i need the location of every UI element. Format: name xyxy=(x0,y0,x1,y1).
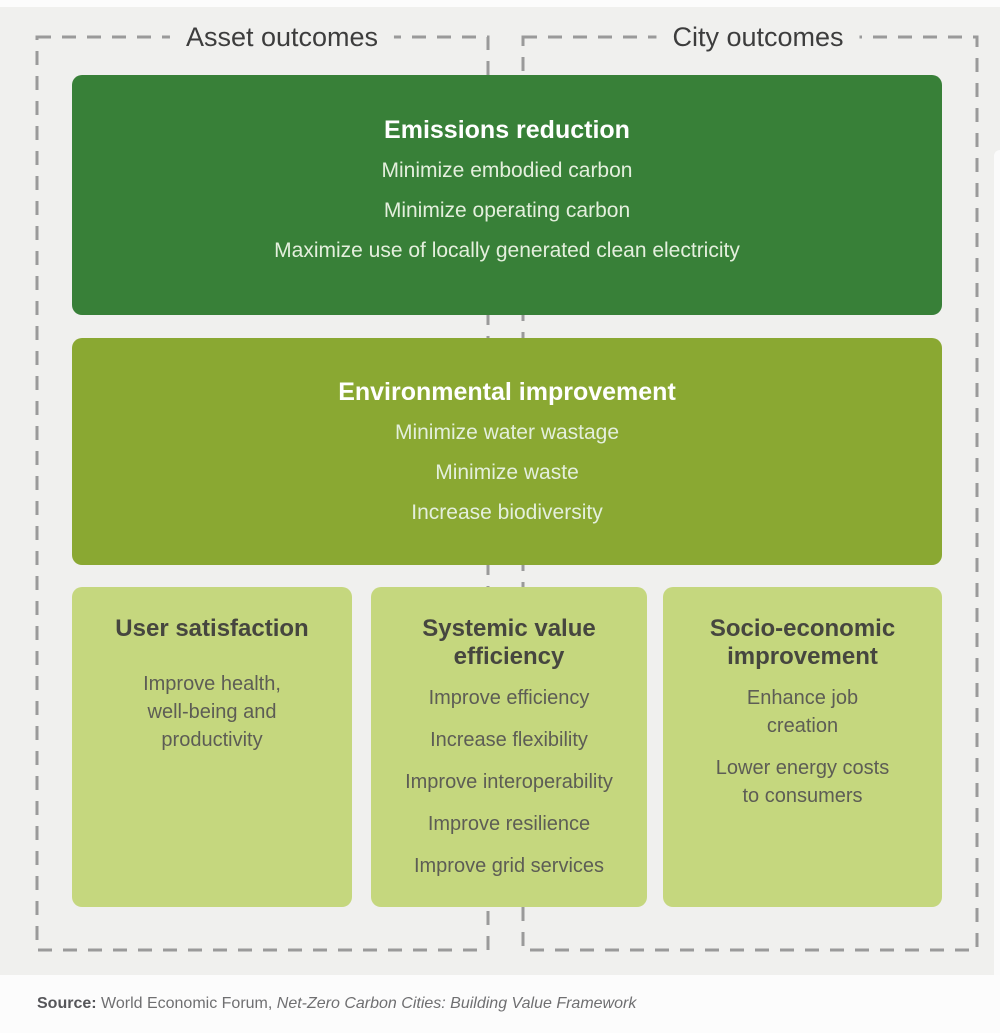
environmental-improvement-box xyxy=(72,338,942,565)
list-item: Increase flexibility xyxy=(430,729,588,751)
list-item: Lower energy costs to consumers xyxy=(715,757,890,807)
city-outcomes-label: City outcomes xyxy=(656,21,859,53)
source-title-italic: Net-Zero Carbon Cities: Building Value Framework xyxy=(276,995,637,1012)
list-item: Improve efficiency xyxy=(428,687,590,709)
top-edge-strip xyxy=(0,0,1000,7)
right-edge-panel-tab xyxy=(994,150,1000,975)
list-item: Minimize operating carbon xyxy=(383,199,631,222)
list-item: Maximize use of locally generated clean electricity xyxy=(274,239,740,262)
source-label: Source: xyxy=(37,995,97,1012)
environmental-improvement-title: Environmental improvement xyxy=(338,378,676,406)
emissions-reduction-items xyxy=(72,151,942,271)
user-satisfaction-items xyxy=(72,670,352,754)
socio-economic-improvement-box xyxy=(663,587,942,907)
list-item: Improve resilience xyxy=(427,813,591,835)
list-item: Increase biodiversity xyxy=(411,501,603,524)
list-item: Improve grid services xyxy=(413,855,605,877)
list-item: Improve interoperability xyxy=(405,771,613,793)
list-item: Improve health, well-being and productivity xyxy=(143,673,281,751)
socio-economic-improvement-items xyxy=(663,684,942,810)
list-item: Minimize waste xyxy=(435,461,579,484)
list-item: Minimize water wastage xyxy=(394,421,620,444)
environmental-improvement-items xyxy=(72,413,942,533)
list-item: Enhance job creation xyxy=(746,687,859,737)
socio-economic-improvement-title: Socio-economic improvement xyxy=(709,615,896,670)
emissions-reduction-title: Emissions reduction xyxy=(384,116,630,144)
asset-outcomes-label: Asset outcomes xyxy=(170,21,394,53)
systemic-value-efficiency-box xyxy=(371,587,647,907)
user-satisfaction-box xyxy=(72,587,352,907)
emissions-reduction-box xyxy=(72,75,942,315)
systemic-value-efficiency-title: Systemic value efficiency xyxy=(422,615,596,670)
user-satisfaction-title: User satisfaction xyxy=(115,615,309,642)
systemic-value-efficiency-items xyxy=(371,684,647,880)
source-attribution xyxy=(0,975,1000,1033)
source-text: World Economic Forum, xyxy=(96,995,277,1012)
list-item: Minimize embodied carbon xyxy=(381,159,633,182)
